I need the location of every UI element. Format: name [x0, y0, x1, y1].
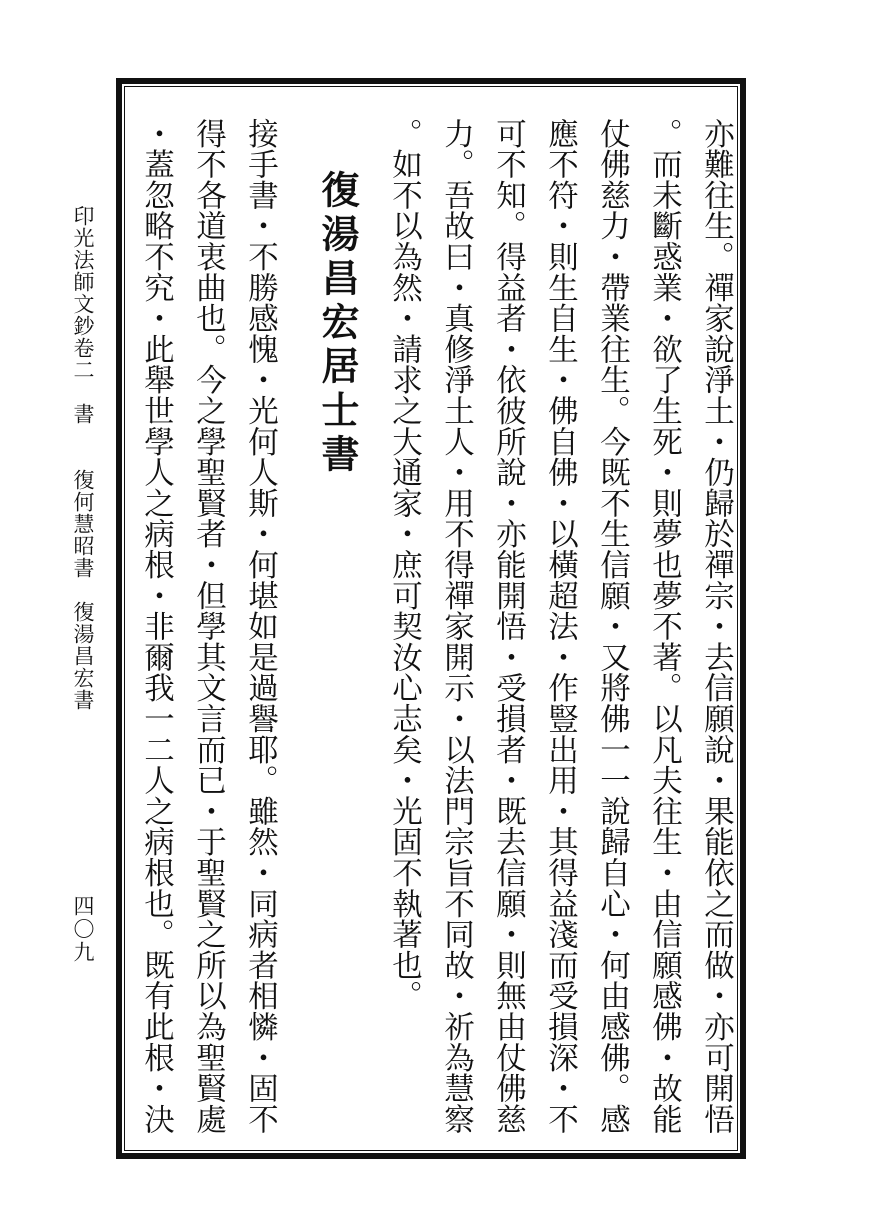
- text-column: ・蓋忽略不究・此舉世學人之病根・非爾我一二人之病根也。既有此根・決: [138, 118, 174, 1135]
- text-column: 亦難往生。禪家說淨土・仍歸於禪宗・去信願說・果能依之而做・亦可開悟: [698, 118, 734, 1135]
- text-column: 可不知。得益者・依彼所說・亦能開悟・受損者・既去信願・則無由仗佛慈: [490, 118, 526, 1135]
- text-column: 。而未斷惑業・欲了生死・則夢也夢不著。以凡夫往生・由信願感佛・故能: [646, 118, 682, 1135]
- page-number: 四〇九: [71, 895, 95, 964]
- running-head: 印光法師文鈔卷二 書 復何慧昭書 復湯昌宏書: [71, 205, 95, 711]
- text-column: 力。吾故曰・真修淨土人・用不得禪家開示・以法門宗旨不同故・祈為慧察: [438, 118, 474, 1135]
- text-column: 得不各道衷曲也。今之學聖賢者・但學其文言而已・于聖賢之所以為聖賢處: [190, 118, 226, 1135]
- text-column: 接手書・不勝感愧・光何人斯・何堪如是過譽耶。雖然・同病者相憐・固不: [242, 118, 278, 1135]
- letter-title: 復湯昌宏居士書: [315, 170, 360, 478]
- text-column: 仗佛慈力・帶業往生。今既不生信願・又將佛一一說歸自心・何由感佛。感: [594, 118, 630, 1135]
- text-column: 應不符・則生自生・佛自佛・以橫超法・作豎出用・其得益淺而受損深・不: [542, 118, 578, 1135]
- text-column: 。如不以為然・請求之大通家・庶可契汝心志矣・光固不執著也。: [386, 118, 422, 1012]
